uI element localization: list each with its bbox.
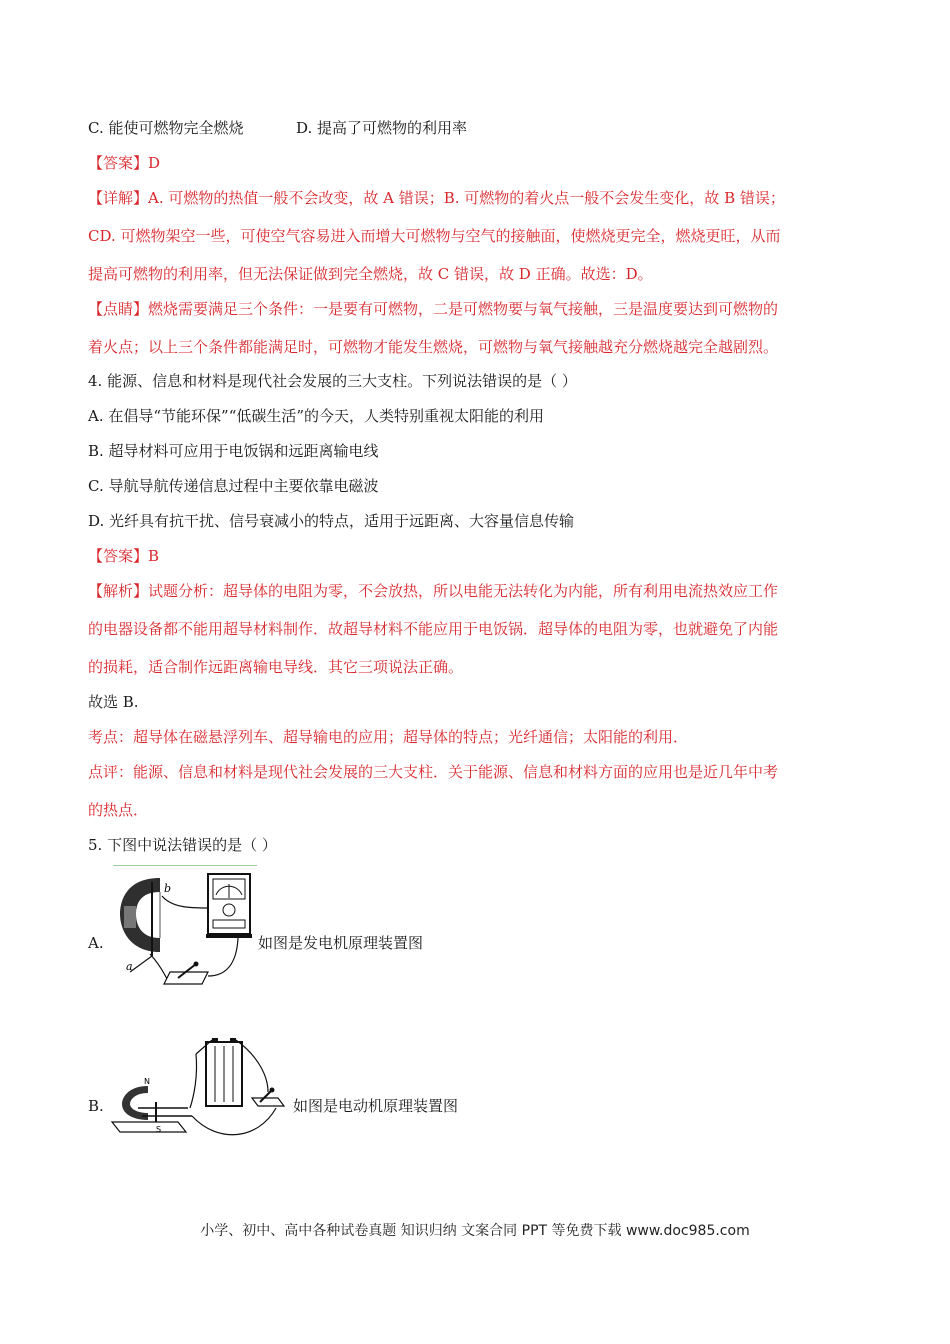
svg-text:S: S — [156, 1125, 162, 1134]
motor-apparatus-figure — [108, 1036, 290, 1154]
q4-analysis-line-3: 的损耗，适合制作远距离输电导线．其它三项说法正确。 — [88, 658, 464, 676]
q3-detail-line-3: 提高可燃物的利用率，但无法保证做到完全燃烧，故 C 错误，故 D 正确。故选：D。 — [88, 265, 653, 283]
generator-apparatus-figure — [112, 868, 257, 990]
q4-stem: 4. 能源、信息和材料是现代社会发展的三大支柱。下列说法错误的是（ ） — [88, 372, 577, 390]
q4-option-b: B. 超导材料可应用于电饭锅和远距离输电线 — [88, 442, 379, 460]
q5-option-a-label: A. — [88, 934, 104, 952]
svg-text:a: a — [126, 960, 133, 973]
q3-tip-line-2: 着火点；以上三个条件都能满足时，可燃物才能发生燃烧，可燃物与氧气接触越充分燃烧越完全越剧烈。 — [88, 338, 779, 356]
q4-kaodian: 考点：超导体在磁悬浮列车、超导输电的应用；超导体的特点；光纤通信；太阳能的利用． — [88, 728, 689, 746]
q3-option-d: D. 提高了可燃物的利用率 — [296, 119, 468, 137]
q4-option-c: C. 导航导航传递信息过程中主要依靠电磁波 — [88, 477, 379, 495]
q5-option-b-caption: 如图是电动机原理装置图 — [293, 1097, 459, 1115]
q4-analysis-line-1: 【解析】试题分析：超导体的电阻为零，不会放热，所以电能无法转化为内能，所有利用电流热效应工作 — [88, 582, 779, 600]
page-footer: 小学、初中、高中各种试卷真题 知识归纳 文案合同 PPT 等免费下载 www.doc985.com — [200, 1223, 750, 1239]
q3-answer: 【答案】D — [88, 154, 161, 172]
q3-tip-line-1: 【点睛】燃烧需要满足三个条件：一是要有可燃物，二是可燃物要与氧气接触，三是温度要达到可燃物的 — [88, 300, 779, 318]
q5-option-a-caption: 如图是发电机原理装置图 — [258, 934, 424, 952]
q4-choose: 故选 B. — [88, 693, 139, 711]
q5-option-b-label: B. — [88, 1097, 104, 1115]
q5-stem: 5. 下图中说法错误的是（ ） — [88, 836, 277, 854]
q4-analysis-line-2: 的电器设备都不能用超导材料制作．故超导材料不能应用于电饭锅．超导体的电阻为零，也就避免了内能 — [88, 620, 779, 638]
q4-answer: 【答案】B — [88, 547, 160, 565]
separator-line — [113, 865, 257, 866]
q3-detail-line-2: CD. 可燃物架空一些，可使空气容易进入而增大可燃物与空气的接触面，使燃烧更完全，燃烧更旺，从而 — [88, 227, 781, 245]
q4-option-d: D. 光纤具有抗干扰、信号衰减小的特点，适用于远距离、大容量信息传输 — [88, 512, 575, 530]
svg-text:N: N — [144, 1077, 150, 1086]
q4-dianping-line-2: 的热点． — [88, 801, 149, 819]
q4-option-a: A. 在倡导“节能环保”“低碳生活”的今天，人类特别重视太阳能的利用 — [88, 407, 545, 425]
svg-text:b: b — [164, 882, 172, 895]
q3-option-c: C. 能使可燃物完全燃烧 — [88, 119, 244, 137]
q3-detail-line-1: 【详解】A. 可燃物的热值一般不会改变，故 A 错误；B. 可燃物的着火点一般不会发生变化，故 B 错误； — [88, 189, 785, 207]
q4-dianping-line-1: 点评：能源、信息和材料是现代社会发展的三大支柱．关于能源、信息和材料方面的应用也是近几年中考 — [88, 763, 779, 781]
